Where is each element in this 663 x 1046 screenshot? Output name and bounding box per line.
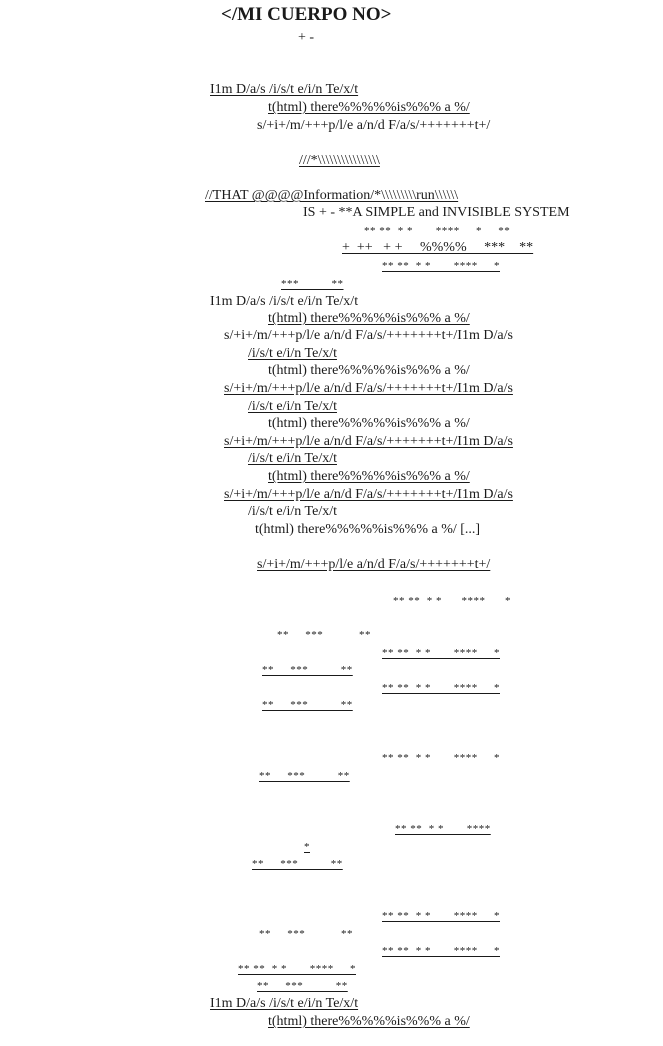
text-line: IS + - **A SIMPLE and INVISIBLE SYSTEM — [303, 205, 570, 220]
text-line: /i/s/t e/i/n Te/x/t — [248, 346, 337, 361]
text-line: ** *** ** — [277, 629, 371, 641]
text-line: ** ** * * **** * — [238, 963, 356, 975]
text-line: t(html) there%%%%%is%%% a %/ — [268, 1014, 470, 1029]
text-line: + ++ + + %%%% *** ** — [342, 240, 534, 255]
text-line: * — [304, 841, 310, 853]
page-title: </MI CUERPO NO> — [221, 4, 392, 25]
text-line: ** ** * * **** * — [393, 595, 511, 607]
text-line: t(html) there%%%%%is%%% a %/ — [268, 363, 470, 378]
text-line: ** ** * * **** * — [382, 945, 500, 957]
text-line: ** ** * * **** * — [382, 910, 500, 922]
text-line: ** ** * * **** — [395, 823, 491, 835]
text-line: /i/s/t e/i/n Te/x/t — [248, 399, 337, 414]
text-line: /i/s/t e/i/n Te/x/t — [248, 451, 337, 466]
text-line: I1m D/a/s /i/s/t e/i/n Te/x/t — [210, 996, 359, 1011]
text-line: ** *** ** — [262, 699, 353, 711]
text-line: I1m D/a/s /i/s/t e/i/n Te/x/t — [210, 294, 359, 309]
text-line: I1m D/a/s /i/s/t e/i/n Te/x/t — [210, 82, 359, 97]
text-line: s/+i+/m/+++p/l/e a/n/d F/a/s/+++++++t+/I1m D/a/s — [224, 328, 513, 343]
text-line: ** *** ** — [252, 858, 343, 870]
text-line: ** ** * * **** * — [382, 682, 500, 694]
text-line: t(html) there%%%%%is%%% a %/ — [268, 311, 470, 326]
text-line: s/+i+/m/+++p/l/e a/n/d F/a/s/+++++++t+/ — [257, 118, 491, 133]
text-line: *** ** — [281, 278, 344, 290]
text-line: ///*\\\\\\\\\\\\\\\\ — [299, 153, 380, 168]
text-line: ** ** * * **** * ** — [364, 225, 511, 237]
text-line: t(html) there%%%%%is%%% a %/ — [268, 469, 470, 484]
text-line: + - — [298, 30, 315, 45]
text-line: ** *** ** — [257, 980, 348, 992]
text-line: ** *** ** — [259, 770, 350, 782]
text-line: t(html) there%%%%%is%%% a %/ — [268, 416, 470, 431]
text-line: t(html) there%%%%%is%%% a %/ — [268, 100, 470, 115]
text-line: s/+i+/m/+++p/l/e a/n/d F/a/s/+++++++t+/I1m D/a/s — [224, 434, 513, 449]
text-line: s/+i+/m/+++p/l/e a/n/d F/a/s/+++++++t+/ — [257, 557, 491, 572]
text-line: //THAT @@@@Information/*\\\\\\\\\run\\\\\\ — [205, 188, 459, 203]
text-line: ** *** ** — [262, 664, 353, 676]
text-line: ** ** * * **** * — [382, 752, 500, 764]
text-line: s/+i+/m/+++p/l/e a/n/d F/a/s/+++++++t+/I1m D/a/s — [224, 381, 513, 396]
text-line: t(html) there%%%%%is%%% a %/ [...] — [255, 522, 481, 537]
text-line: ** ** * * **** * — [382, 260, 500, 272]
text-line: ** *** ** — [259, 928, 353, 940]
text-line: /i/s/t e/i/n Te/x/t — [248, 504, 337, 519]
text-line: s/+i+/m/+++p/l/e a/n/d F/a/s/+++++++t+/I1m D/a/s — [224, 487, 513, 502]
text-line: ** ** * * **** * — [382, 647, 500, 659]
